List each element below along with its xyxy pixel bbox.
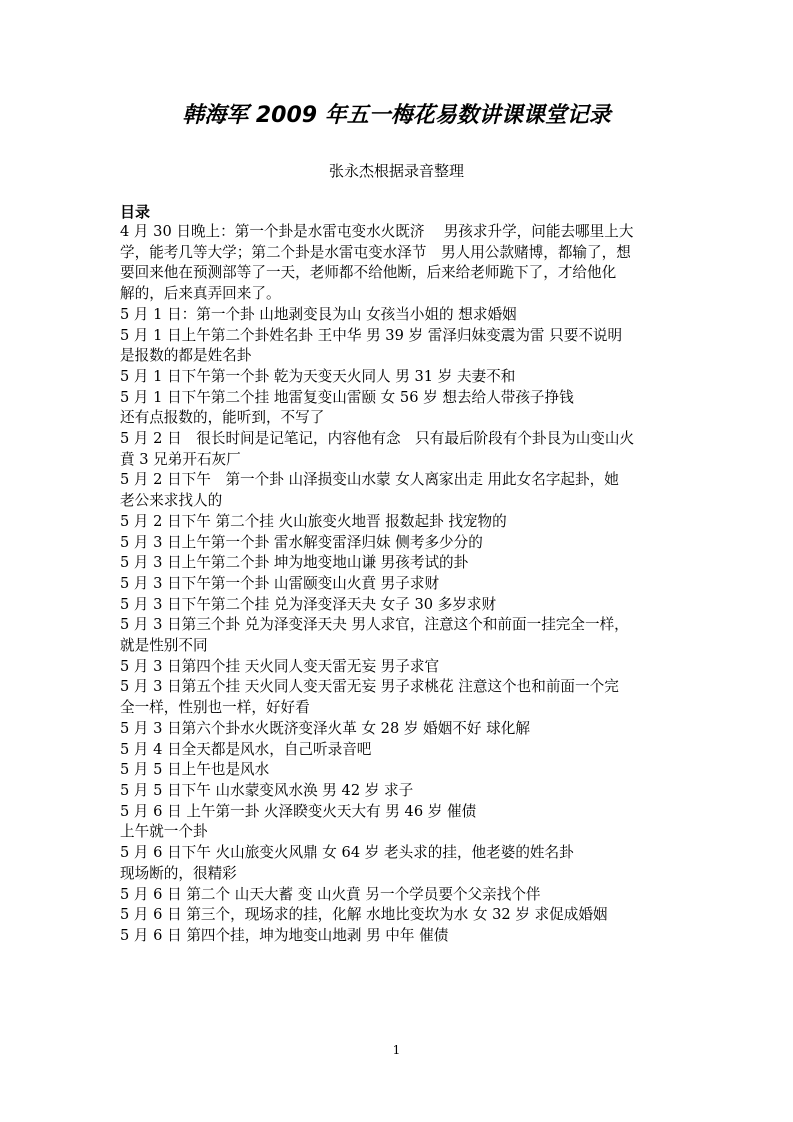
toc-line: 解的，后来真弄回来了。 — [120, 285, 281, 303]
toc-line: 5 月 3 日上午第一个卦 雷水解变雷泽归妹 侧考多少分的 — [120, 533, 483, 551]
toc-line: 5 月 1 日：第一个卦 山地剥变艮为山 女孩当小姐的 想求婚姻 — [120, 305, 517, 323]
toc-line: 5 月 6 日 第四个挂，坤为地变山地剥 男 中年 催债 — [120, 926, 449, 944]
toc-line: 5 月 1 日下午第二个挂 地雷复变山雷颐 女 56 岁 想去给人带孩子挣钱 — [120, 388, 574, 406]
toc-line: 5 月 6 日 第二个 山天大蓄 变 山火賁 另一个学员要个父亲找个伴 — [120, 885, 541, 903]
toc-line: 5 月 3 日第五个挂 天火同人变天雷无妄 男子求桃花 注意这个也和前面一个完 — [120, 678, 619, 696]
toc-line: 5 月 4 日全天都是风水，自己听录音吧 — [120, 740, 372, 758]
document-title: 韩海军 2009 年五一梅花易数讲课课堂记录 — [182, 103, 611, 128]
toc-line: 5 月 6 日下午 火山旅变火风鼎 女 64 岁 老头求的挂，他老婆的姓名卦 — [120, 844, 574, 862]
toc-line: 5 月 3 日下午第一个卦 山雷颐变山火賁 男子求财 — [120, 574, 440, 592]
toc-line: 賁 3 兄弟开石灰厂 — [120, 450, 241, 468]
toc-line: 4 月 30 日晚上：第一个卦是水雷屯变水火既济 男孩求升学，问能去哪里上大 — [120, 223, 634, 240]
toc-line: 上午就一个卦 — [120, 823, 208, 841]
document-subtitle: 张永杰根据录音整理 — [328, 162, 464, 180]
toc-line: 5 月 2 日下午 第一个卦 山泽损变山水蒙 女人离家出走 用此女名字起卦，她 — [120, 471, 619, 489]
toc-line: 是报数的都是姓名卦 — [120, 347, 252, 365]
toc-line: 5 月 5 日下午 山水蒙变风水涣 男 42 岁 求子 — [120, 781, 414, 799]
toc-line: 5 月 6 日 第三个，现场求的挂，化解 水地比变坎为水 女 32 岁 求促成婚姻 — [120, 906, 608, 924]
toc-line: 5 月 3 日第三个卦 兑为泽变泽天夬 男人求官，注意这个和前面一挂完全一样， — [120, 616, 629, 634]
toc-line: 5 月 5 日上午也是风水 — [120, 761, 270, 779]
toc-line: 5 月 3 日下午第二个挂 兑为泽变泽天夬 女子 30 多岁求财 — [120, 595, 497, 613]
toc-line: 5 月 3 日上午第二个卦 坤为地变地山谦 男孩考试的卦 — [120, 554, 469, 572]
page-number: 1 — [392, 1043, 401, 1057]
toc-line: 5 月 1 日下午第一个卦 乾为天变天火同人 男 31 岁 夫妻不和 — [120, 367, 516, 385]
toc-line: 学，能考几等大学；第二个卦是水雷屯变水泽节 男人用公款赌博，都输了，想 — [120, 243, 631, 261]
toc-line: 5 月 2 日 很长时间是记笔记，内容他有念 只有最后阶段有个卦艮为山变山火 — [120, 430, 635, 448]
toc-line: 就是性别不同 — [120, 637, 208, 655]
toc-line: 全一样，性别也一样，好好看 — [120, 699, 310, 717]
toc-line: 5 月 3 日第四个挂 天火同人变天雷无妄 男子求官 — [120, 657, 440, 675]
toc-line: 还有点报数的，能听到，不写了 — [120, 409, 325, 427]
toc-line: 5 月 3 日第六个卦水火既济变泽火革 女 28 岁 婚姻不好 球化解 — [120, 719, 530, 737]
toc-line: 老公来求找人的 — [120, 492, 223, 510]
toc-heading: 目录 — [120, 203, 151, 221]
toc-line: 5 月 1 日上午第二个卦姓名卦 王中华 男 39 岁 雷泽归妹变震为雷 只要不说明 — [120, 326, 623, 344]
toc-line: 5 月 6 日 上午第一卦 火泽睽变火天大有 男 46 岁 催债 — [120, 802, 477, 820]
toc-list — [120, 222, 676, 947]
toc-line: 现场断的，很精彩 — [120, 864, 237, 882]
toc-line: 5 月 2 日下午 第二个挂 火山旅变火地晋 报数起卦 找宠物的 — [120, 512, 507, 530]
toc-line: 要回来他在预测部等了一天，老师都不给他断，后来给老师跪下了，才给他化 — [120, 264, 617, 282]
